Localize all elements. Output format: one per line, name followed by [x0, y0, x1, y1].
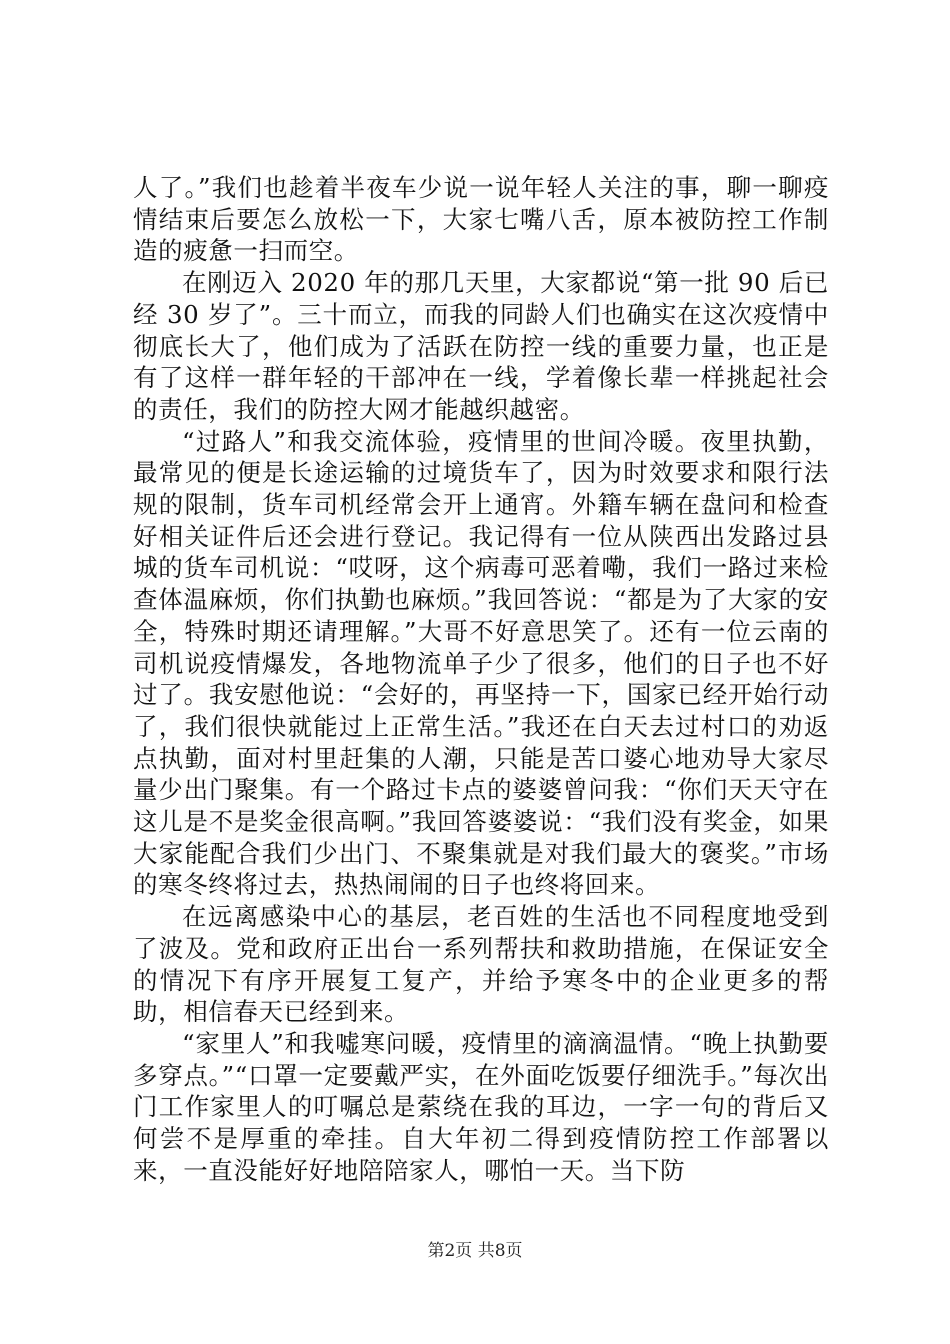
- paragraph-4: 在远离感染中心的基层，老百姓的生活也不同程度地受到了波及。党和政府正出台一系列帮扶和救助措施，在保证安全的情况下有序开展复工复产，并给予寒冬中的企业更多的帮助，相信春天已经到来。: [133, 902, 829, 1027]
- paragraph-3: “过路人”和我交流体验，疫情里的世间冷暖。夜里执勤，最常见的便是长途运输的过境货车了，因为时效要求和限行法规的限制，货车司机经常会开上通宵。外籍车辆在盘问和检查好相关证件后还会进行登记。我记得有一位从陕西出发路过县城的货车司机说：“哎呀，这个病毒可恶着嘞，我们一路过来检查体温麻烦，你们执勤也麻烦。”我回答说：“都是为了大家的安全，特殊时期还请理解。”大哥不好意思笑了。还有一位云南的司机说疫情爆发，各地物流单子少了很多，他们的日子也不好过了。我安慰他说：“会好的，再坚持一下，国家已经开始行动了，我们很快就能过上正常生活。”我还在白天去过村口的劝返点执勤，面对村里赶集的人潮，只能是苦口婆心地劝导大家尽量少出门聚集。有一个路过卡点的婆婆曾问我：“你们天天守在这儿是不是奖金很高啊。”我回答婆婆说：“我们没有奖金，如果大家能配合我们少出门、不聚集就是对我们最大的褒奖。”市场的寒冬终将过去，热热闹闹的日子也终将回来。: [133, 426, 829, 900]
- paragraph-1: 人了。”我们也趁着半夜车少说一说年轻人关注的事，聊一聊疫情结束后要怎么放松一下，大家七嘴八舌，原本被防控工作制造的疲惫一扫而空。: [133, 173, 829, 266]
- paragraph-5: “家里人”和我嘘寒问暖，疫情里的滴滴温情。“晚上执勤要多穿点。”“口罩一定要戴严实，在外面吃饭要仔细洗手。”每次出门工作家里人的叮嘱总是萦绕在我的耳边，一字一句的背后又何尝不是厚重的牵挂。自大年初二得到疫情防控工作部署以来，一直没能好好地陪陪家人，哪怕一天。当下防: [133, 1028, 829, 1185]
- page-footer: 第2页 共8页: [427, 1241, 523, 1261]
- document-body: [133, 172, 829, 1187]
- paragraph-2: 在刚迈入 2020 年的那几天里，大家都说“第一批 90 后已经 30 岁了”。三十而立，而我的同龄人们也确实在这次疫情中彻底长大了，他们成为了活跃在防控一线的重要力量，也正是有了这样一群年轻的干部冲在一线，学着像长辈一样挑起社会的责任，我们的防控大网才能越织越密。: [133, 268, 829, 424]
